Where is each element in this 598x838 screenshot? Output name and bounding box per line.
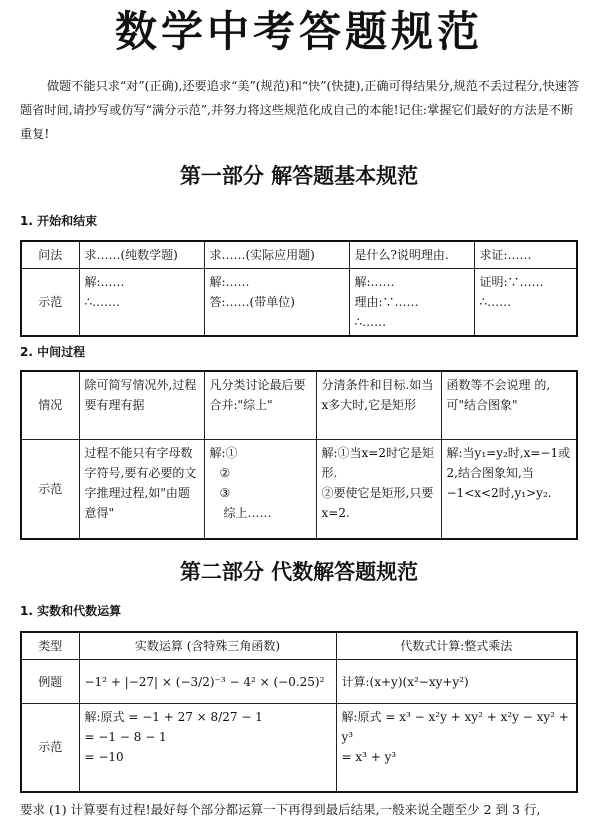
cell-line: ②要使它是矩形,只要x=2. [321, 485, 434, 520]
table-cell [349, 269, 474, 337]
row-label: 情况 [21, 371, 79, 439]
cell-line: 综上…… [223, 505, 272, 520]
table-cell: 求……(纯数学题) [79, 241, 204, 269]
cell-line: 证明:∵…… [479, 275, 544, 289]
cell-line: ② [219, 465, 231, 480]
intro-paragraph: 做题不能只求“对”(正确),还要追求“美”(规范)和“快”(快捷),正确可得结果分,规范不丢过程分,快速答题省时间,请抄写或仿写“满分示范”,并努力将这些规范化成自己的本能!记住:掌握它们最好的方法是不断重复! [20, 79, 580, 141]
cell-line: 答:……(带单位) [209, 295, 295, 309]
cell-line: 解:原式 = −1 + 27 × 8/27 − 1 [84, 710, 263, 724]
table-cell: 过程不能只有字母数字符号,要有必要的文字推理过程,如"由题意得" [79, 439, 204, 539]
table-cell: −1² + |−27| × (−3/2)⁻³ − 4² × (−0.25)² [79, 660, 336, 704]
cell-line: 解:①当x=2时它是矩形. [321, 445, 435, 480]
process-table [20, 370, 578, 540]
part2-heading: 第二部分 代数解答题规范 [179, 560, 419, 584]
table-cell: 解:当y₁=y₂时,x=−1或2,结合图象知,当−1<x<2时,y₁>y₂. [441, 439, 577, 539]
section1-heading: 1. 开始和结束 [20, 214, 98, 228]
table-cell [79, 269, 204, 337]
header-cell: 类型 [21, 632, 79, 660]
cell-line: ∴……. [84, 295, 120, 309]
cell-line: = −10 [84, 750, 124, 764]
cell-line: ∴…… [354, 315, 387, 329]
table-cell: 求……(实际应用题) [204, 241, 349, 269]
cell-line: 解:…… [354, 275, 395, 289]
table-cell [316, 439, 441, 539]
table-cell: 求证:…… [474, 241, 577, 269]
cell-line: ∴…… [479, 295, 512, 309]
table-cell [204, 269, 349, 337]
header-cell: 代数式计算:整式乘法 [336, 632, 577, 660]
cell-line: ③ [219, 485, 231, 500]
table-cell [204, 439, 316, 539]
row-label: 示范 [21, 439, 79, 539]
cell-line: 解:…… [84, 275, 125, 289]
cell-line: 解:① [209, 445, 238, 460]
section3-heading: 1. 实数和代数运算 [20, 604, 122, 618]
table-cell: 计算:(x+y)(x²−xy+y²) [336, 660, 577, 704]
row-label: 示范 [21, 269, 79, 337]
cell-line: 理由:∵…… [354, 295, 419, 309]
cell-line: 解:原式 = x³ − x²y + xy² + x²y − xy² + y³ [341, 710, 569, 744]
requirement-text: 要求 (1) 计算要有过程!最好每个部分都运算一下再得到最后结果,一般来说全题至少 2 到 3 行, [20, 802, 541, 817]
section2-heading: 2. 中间过程 [20, 345, 86, 359]
start-end-table [20, 240, 578, 337]
table-cell: 凡分类讨论最后要合并:"综上" [204, 371, 316, 439]
cell-line: = −1 − 8 − 1 [84, 730, 167, 744]
table-cell [474, 269, 577, 337]
table-cell: 是什么?说明理由. [349, 241, 474, 269]
table-cell [79, 704, 336, 792]
part1-heading: 第一部分 解答题基本规范 [179, 164, 419, 188]
table-cell [336, 704, 577, 792]
table-cell: 函数等不会说理 的,可"结合图象" [441, 371, 577, 439]
algebra-table [20, 631, 578, 793]
header-cell: 实数运算 (含特殊三角函数) [79, 632, 336, 660]
table-cell: 分清条件和目标.如当x多大时,它是矩形 [316, 371, 441, 439]
row-label: 示范 [21, 704, 79, 792]
row-label: 例题 [21, 660, 79, 704]
row-label: 问法 [21, 241, 79, 269]
table-cell: 除可简写情况外,过程要有理有据 [79, 371, 204, 439]
cell-line: 解:…… [209, 275, 250, 289]
document-title: 数学中考答题规范 [114, 7, 483, 56]
cell-line: = x³ + y³ [341, 750, 397, 764]
